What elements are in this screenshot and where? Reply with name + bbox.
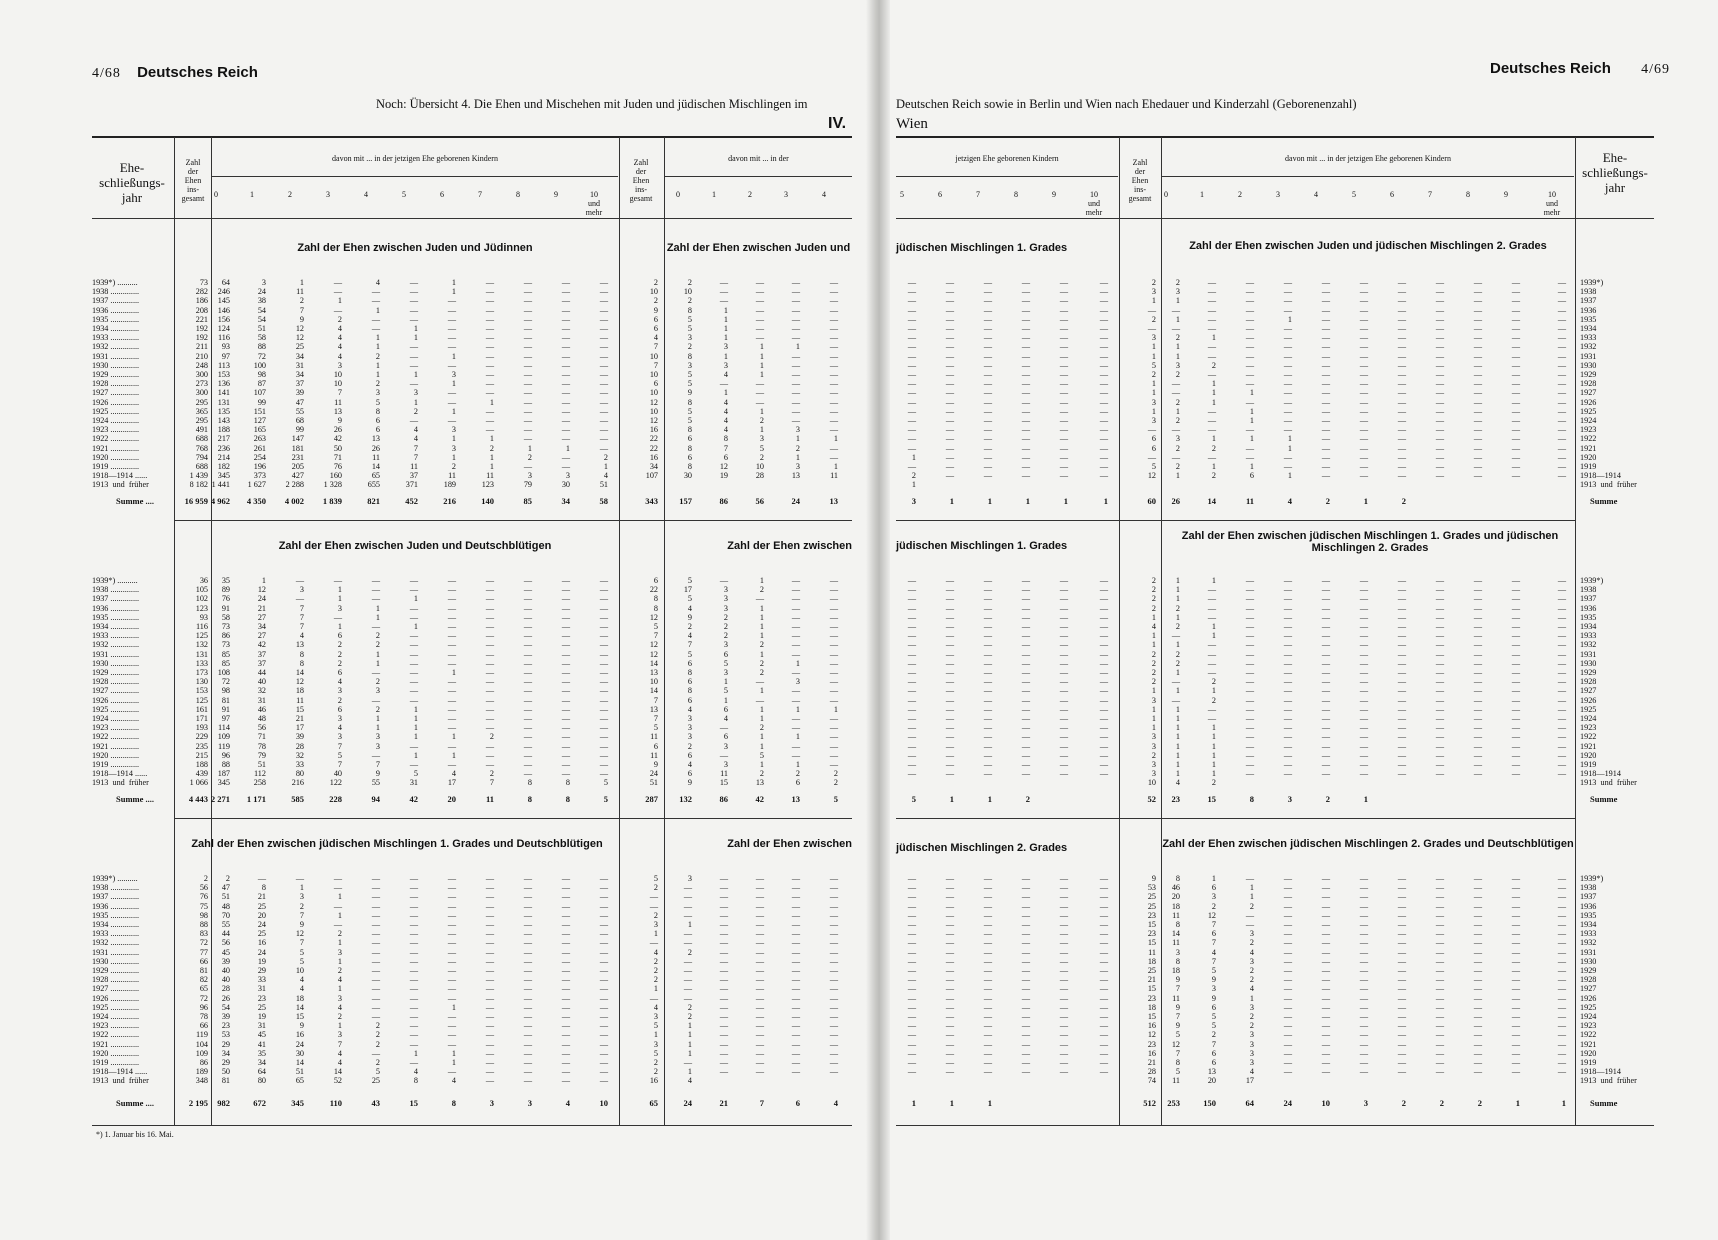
- mid-sum-value: 65: [649, 1098, 658, 1108]
- child-col-head: 10 und mehr: [1085, 190, 1103, 217]
- sum-value: 216: [443, 496, 456, 506]
- right-total-column: 9 53 25 25 23 15 23 15 11 18 25 21 15 23 18 15 16 12 23 16 21 28 74: [1147, 874, 1156, 1086]
- right-sum-value: 1: [1363, 496, 1368, 506]
- subhead-rule-rightB: [1162, 176, 1574, 177]
- child-col-head: 5: [402, 190, 406, 199]
- sum-value: 94: [371, 794, 380, 804]
- section1-title-rightA: jüdischen Mischlingen 1. Grades: [896, 242, 1068, 254]
- sum-value: 2 195: [188, 1098, 208, 1108]
- mid-child-column: — — — — — — — 1 1 1 1 — — — 1 2 1 3 5 2 10 28: [755, 278, 764, 481]
- year-labels: 1939*) .......... 1938 .............. 1937 .............. 1936 .............. 1935 .............. 1934 .............. 1933 .............. 1932 .............. 1931 .............. 1930 .............. 1929 .............. 1928 .............. 1927 .............. 1926 .............. 1925 .............. 1924 .............. 1923 .............. 1922 .............. 1921 .............. 1920 .............. 1919 .............. 1918—1914 ...... 1913 und früher: [92, 576, 149, 788]
- child-count-column: — — — — — 1 1 — — — 1 — 3 1 2 — 4 4 7 7 11 37 371: [405, 278, 418, 490]
- cont-sum-value: 1: [1063, 496, 1068, 506]
- right-sum-value: 10: [1321, 1098, 1330, 1108]
- child-col-head: 8: [1466, 190, 1470, 199]
- right-total-column: 2 3 1 — 2 — 3 1 1 5 2 1 1 3 1 3 — 6 6 — 5 12: [1147, 278, 1156, 481]
- child-count-column: 2 47 51 48 70 55 44 56 45 39 40 40 28 26 54 39 23 53 29 34 29 50 81: [221, 874, 230, 1086]
- right-sum-value: 1: [1561, 1098, 1566, 1108]
- child-count-column: — — — — — — — — — — — — — — — — — 2 — — — 2 7: [485, 576, 494, 788]
- sum-value: 8: [527, 794, 532, 804]
- child-count-column: — 1 1 3 — 1 6 2 2 2 6 4 3 2 6 3 4 3 7 5 7 40 122: [329, 576, 342, 788]
- child-col-head: 10 und mehr: [1543, 190, 1561, 217]
- mid-sum-value: 13: [791, 794, 800, 804]
- sum-value: 20: [447, 794, 456, 804]
- child-count-column: — 1 3 2 7 9 12 7 5 5 10 4 4 18 14 15 9 16 24 30 14 51 65: [295, 874, 304, 1086]
- section1-title-rightB: Zahl der Ehen zwischen Juden und jüdischen Mischlingen 2. Grades: [1189, 240, 1547, 252]
- child-count-column: — 8 21 25 20 24 25 16 24 19 29 33 31 23 25 19 31 45 41 35 34 64 80: [257, 874, 266, 1086]
- right-sum-value: 24: [1283, 1098, 1292, 1108]
- child-col-head: 8: [516, 190, 520, 199]
- bottom-rule-right: [896, 1125, 1654, 1126]
- mid-child-column: 5 17 5 4 9 2 4 7 5 6 8 6 8 6 4 3 3 3 2 6 4 6 9: [683, 576, 692, 788]
- child-count-column: — — — — — — — — — — — — — — — — — — 1 — — 3 30: [561, 278, 570, 490]
- child-col-head: 2: [748, 190, 752, 199]
- cont-child-column: — — — — — — — — — — — — — — — — — — — — — —: [945, 874, 954, 1077]
- child-col-head: 2: [288, 190, 292, 199]
- child-count-column: 1 12 24 21 27 34 27 42 37 37 44 40 32 31 46 48 56 71 78 79 51 112 258: [253, 576, 266, 788]
- sum-value: 4 443: [188, 794, 208, 804]
- child-count-column: — — — — — — — — — — — — — — 1 — — — — 1 1 — 4: [447, 874, 456, 1086]
- mid-child-column: — 3 3 3 2 2 2 3 6 5 3 1 5 1 6 4 — 6 3 — 3 11 15: [719, 576, 728, 788]
- section1-title-left: Zahl der Ehen zwischen Juden und Jüdinnen: [297, 242, 533, 254]
- section-rule-2R: [896, 818, 1576, 819]
- right-sum-value: 150: [1203, 1098, 1216, 1108]
- mid-sum-value: 86: [719, 794, 728, 804]
- right-sum-value: 2: [1401, 496, 1406, 506]
- cont-child-column: — — — — — — — — — — — — — — — — — — — 1 — 2 1: [907, 278, 916, 490]
- child-count-column: 1 11 2 7 9 12 12 25 34 31 34 37 39 47 55 68 99 147 181 231 205 427 2 288: [285, 278, 304, 490]
- mid-sum-value: 86: [719, 496, 728, 506]
- cont-child-column: — — — — — — — — — — — — — — — — — — — — — —: [1021, 576, 1030, 779]
- child-count-column: — — — — — — — — — — — — — — — — — — — — — — 8: [561, 576, 570, 788]
- right-child-column: — — — — — — — — — — — — — — — — — — — — — —: [1557, 278, 1566, 481]
- right-child-column: — — — — — — — — — — — — — — — — — — — — — —: [1473, 278, 1482, 481]
- section3-title-mid: Zahl der Ehen zwischen: [727, 838, 852, 850]
- right-child-column: — — — — 1 — — — — — — — — — — — — 1 1 — — 1: [1283, 278, 1292, 481]
- child-count-column: — — — — — — — — — — — — — — — — — — — 2 1 4 51: [599, 278, 608, 490]
- mid-sum-value: 21: [719, 1098, 728, 1108]
- cont-sum-value: 1: [987, 1098, 992, 1108]
- mid-child-column: 3 — — — — 1 — — 2 — — — — — 2 2 1 1 1 1 — 1 4: [683, 874, 692, 1086]
- child-col-head: 7: [1428, 190, 1432, 199]
- davon-header-cont: jetzigen Ehe geborenen Kindern: [955, 154, 1059, 163]
- cont-sum-value: 1: [949, 794, 954, 804]
- right-child-column: 2 3 1 — 1 — 2 1 1 3 2 — — 2 1 2 — 3 2 — 2 1: [1171, 278, 1180, 481]
- sum-value: 5: [603, 794, 608, 804]
- right-sum-value: 2: [1325, 496, 1330, 506]
- right-child-column: — 1 1 2 — — 3 2 4 3 2 2 4 1 3 2 2 3 3 3 3 4 17: [1245, 874, 1254, 1086]
- right-child-column: 1 1 1 2 1 2 — 1 2 2 1 — 1 — 1 1 1 1 1 1 1 1 4: [1171, 576, 1180, 788]
- sum-value: 4: [565, 1098, 570, 1108]
- sum-value: 982: [217, 1098, 230, 1108]
- sum-value: 110: [329, 1098, 342, 1108]
- child-col-head: 10 und mehr: [585, 190, 603, 217]
- bottom-rule-left: [92, 1125, 852, 1126]
- right-child-column: — — — — — — — — — — — — — — — — — — — — — —: [1511, 576, 1520, 779]
- right-child-column: — — — — — — — — — — — — — — — — — — — — — —: [1511, 874, 1520, 1077]
- section3-title-rightB: Zahl der Ehen zwischen jüdischen Mischlingen 2. Grades und Deutschblütigen: [1162, 838, 1574, 850]
- right-sum-value: 3: [1363, 1098, 1368, 1108]
- section2-title-rightB: Zahl der Ehen zwischen jüdischen Mischlingen 1. Grades und jüdischen Mischlingen 2. Grades: [1181, 530, 1559, 554]
- cont-sum-value: 5: [911, 794, 916, 804]
- caption-left: Noch: Übersicht 4. Die Ehen und Mischehen mit Juden und jüdischen Mischlingen im: [376, 97, 808, 111]
- cont-child-column: — — — — — — — — — — — — — — — — — — — — — —: [1099, 874, 1108, 1077]
- cont-sum-value: 1: [1025, 496, 1030, 506]
- sum-value: 1 171: [246, 794, 266, 804]
- cont-child-column: — — — — — — — — — — — — — — — — — — — — — —: [945, 576, 954, 779]
- section2-title-left: Zahl der Ehen zwischen Juden und Deutschblütigen: [278, 540, 552, 552]
- child-count-column: 1 1 — — — — — — 1 — 3 1 — — 1 — 3 1 3 1 2 11 189: [443, 278, 456, 490]
- right-sum-value: 2: [1401, 1098, 1406, 1108]
- child-col-head: 4: [1314, 190, 1318, 199]
- summe-label-right: Summe: [1590, 1098, 1618, 1108]
- top-rule-left: [92, 136, 852, 138]
- child-count-column: 64 246 145 146 156 124 116 93 97 113 153 136 141 131 135 143 188 217 236 214 182 345 1 441: [211, 278, 230, 490]
- child-col-head: 3: [784, 190, 788, 199]
- child-count-column: — — — — — — — — — — 1 — — — — — — 1 — 1 — 4 17: [447, 576, 456, 788]
- year-labels-right: 1939*) 1938 1937 1936 1935 1934 1933 1932 1931 1930 1929 1928 1927 1926 1925 1924 1923 1922 1921 1920 1919 1918—1914 1913 und früher: [1580, 874, 1637, 1086]
- mid-sum-value: 5: [833, 794, 838, 804]
- cont-child-column: — — — — — — — — — — — — — — — — — — — — — —: [1099, 278, 1108, 481]
- mid-child-column: 2 10 2 8 5 5 3 2 8 3 5 5 9 8 5 5 8 6 8 6 8 30: [683, 278, 692, 481]
- cont-child-column: — — — — — — — — — — — — — — — — — — — — — —: [983, 874, 992, 1077]
- child-col-head: 0: [1164, 190, 1168, 199]
- top-rule-right: [896, 136, 1654, 138]
- right-sum-value: 64: [1245, 1098, 1254, 1108]
- section-rule-1L: [174, 520, 852, 521]
- child-count-column: — — — — — — — — — — — — — 1 — — — 1 2 1 1 11 123: [481, 278, 494, 490]
- mid-child-column: 1 2 — 1 1 1 1 2 1 2 2 — 1 — 1 1 2 1 1 5 1 2 13: [755, 576, 764, 788]
- subhead-rule-mid: [665, 176, 852, 177]
- right-sum-value: 23: [1171, 794, 1180, 804]
- mid-sum-value: 24: [791, 496, 800, 506]
- mid-sum-value: 7: [759, 1098, 764, 1108]
- cont-child-column: — — — — — — — — — — — — — — — — — — — — — —: [907, 874, 916, 1077]
- sum-value: 821: [367, 496, 380, 506]
- right-page-header: [1490, 60, 1670, 78]
- head-rule-left: [92, 218, 852, 219]
- child-col-head: 6: [440, 190, 444, 199]
- davon-header-left: davon mit ... in der jetzigen Ehe geborenen Kindern: [332, 154, 498, 163]
- cont-sum-value: 3: [911, 496, 916, 506]
- section-rule-1R: [896, 520, 1576, 521]
- right-child-column: 1 — — — — 1 1 — — — — 2 1 2 — — 1 1 1 1 1 1 2: [1207, 576, 1216, 788]
- right-child-column: — — — — — — — — — — — — — — — — — — — — — —: [1557, 874, 1566, 1077]
- right-sum-value: 3: [1287, 794, 1292, 804]
- mid-sum-value: 42: [755, 794, 764, 804]
- cont-sum-value: 1: [911, 1098, 916, 1108]
- year-labels: 1939*) .......... 1938 .............. 1937 .............. 1936 .............. 1935 .............. 1934 .............. 1933 .............. 1932 .............. 1931 .............. 1930 .............. 1929 .............. 1928 .............. 1927 .............. 1926 .............. 1925 .............. 1924 .............. 1923 .............. 1922 .............. 1921 .............. 1920 .............. 1919 .............. 1918—1914 ...... 1913 und früher: [92, 874, 149, 1086]
- mid-child-column: — — — — — — — — — — — — — — — — — 1 — — 1 11: [829, 278, 838, 481]
- total-col-header: Zahl der Ehen ins- gesamt: [181, 158, 205, 203]
- right-page-number: 4/69: [1641, 62, 1670, 77]
- summe-label: Summe ....: [116, 794, 155, 804]
- mid-sum-value: 132: [679, 794, 692, 804]
- child-col-head: 6: [1390, 190, 1394, 199]
- sum-value: 672: [253, 1098, 266, 1108]
- sum-value: 2 271: [210, 794, 230, 804]
- right-sum-value: 2: [1439, 1098, 1444, 1108]
- right-child-column: — — — — — — 1 — — 2 — 1 1 1 — — — 1 2 — 1 2: [1207, 278, 1216, 481]
- child-count-column: — — — — — — — — — — — — — — — — — — — 1 — 4 8: [409, 874, 418, 1086]
- mid-sum-value: 6: [795, 1098, 800, 1108]
- child-col-head: 9: [1504, 190, 1508, 199]
- summe-label-right: Summe: [1590, 496, 1618, 506]
- caption-right: Deutschen Reich sowie in Berlin und Wien nach Ehedauer und Kinderzahl (Geborenenzahl): [896, 97, 1357, 111]
- mid-child-column: — — — — — — — 1 — — — — — — — — 3 1 2 1 3 13: [791, 278, 800, 481]
- section2-title-rightA: jüdischen Mischlingen 1. Grades: [896, 540, 1068, 552]
- right-child-column: — — — — — — — — — — — — — — — — — — — — — —: [1473, 874, 1482, 1077]
- right-child-column: — — — — — — — — — — — — — — — — — — — — — —: [1283, 576, 1292, 779]
- child-count-column: — — — — — — — — — — — — — — — — — — — — — — 8: [523, 576, 532, 788]
- cont-child-column: — — — — — — — — — — — — — — — — — — — — — —: [1021, 278, 1030, 481]
- mid-child-column: — — — — — — — — — — — — — — 1 — — — — — — 2 2: [829, 576, 838, 788]
- child-col-head: 0: [676, 190, 680, 199]
- sum-value: 8: [565, 794, 570, 804]
- child-col-head: 9: [554, 190, 558, 199]
- sum-value: 34: [561, 496, 570, 506]
- child-col-head: 4: [364, 190, 368, 199]
- sum-value: 11: [485, 794, 494, 804]
- right-child-column: — — — — — — — — — — — — — — — — — — — — — —: [1321, 278, 1330, 481]
- right-sum-value: 14: [1207, 496, 1216, 506]
- mid-sum-value: 13: [829, 496, 838, 506]
- child-col-head: 7: [478, 190, 482, 199]
- sum-value: 1 839: [322, 496, 342, 506]
- right-child-column: — — — — — — — — — — — — — — — — — — — — — —: [1359, 576, 1368, 779]
- section-rule-2L: [174, 818, 852, 819]
- mid-sum-value: 4: [833, 1098, 838, 1108]
- sum-value: 85: [523, 496, 532, 506]
- cont-child-column: — — — — — — — — — — — — — — — — — — — — — —: [1059, 576, 1068, 779]
- total-column: 36 105 102 123 93 116 125 132 131 133 173 130 153 125 161 171 193 229 235 215 188 439 1 066: [189, 576, 208, 788]
- summe-label-right: Summe: [1590, 794, 1618, 804]
- section3-title-left: Zahl der Ehen zwischen jüdischen Mischlingen 1. Grades und Deutschblütigen: [191, 838, 603, 850]
- sum-value: 228: [329, 794, 342, 804]
- child-col-head: 5: [900, 190, 904, 199]
- right-child-column: — — — — — — — — — — — — — — — — — — — — — —: [1435, 576, 1444, 779]
- sum-value: 4 350: [246, 496, 266, 506]
- right-child-column: — — — — — — — — — — — — 1 — 1 1 — 1 — — 1 6: [1245, 278, 1254, 481]
- mid-sum-value: 343: [645, 496, 658, 506]
- right-sum-value: 253: [1167, 1098, 1180, 1108]
- section2-title-mid: Zahl der Ehen zwischen: [727, 540, 852, 552]
- left-page-title: Deutsches Reich: [137, 64, 258, 81]
- sum-value: 3: [489, 1098, 494, 1108]
- section3-title-rightA: jüdischen Mischlingen 2. Grades: [896, 842, 1068, 854]
- right-child-column: — — — — — — — — — — — — — — — — — — — — — —: [1435, 278, 1444, 481]
- right-sum-value: 2: [1325, 794, 1330, 804]
- child-col-head: 8: [1014, 190, 1018, 199]
- mid-child-column: — — — — — — — — — — — — — — — — — — — — — —: [829, 874, 838, 1077]
- mid-total-column: 2 10 2 9 6 6 4 7 10 7 10 6 10 12 10 12 16 22 22 16 34 107: [645, 278, 658, 481]
- right-child-column: 1 6 3 2 12 7 6 7 4 7 5 9 3 9 6 5 5 2 7 6 6 13 20: [1207, 874, 1216, 1086]
- right-child-column: — — — — — — — — — — — — — — — — — — — — — —: [1359, 278, 1368, 481]
- cont-child-column: — — — — — — — — — — — — — — — — — — — — — —: [945, 278, 954, 481]
- mid-sum-value: 24: [683, 1098, 692, 1108]
- child-count-column: — — 1 — — 1 — — — — — — — — 1 1 1 1 — 1 — 5 31: [409, 576, 418, 788]
- right-total-column: 2 2 2 2 1 4 1 1 2 2 2 2 1 3 1 1 1 3 3 2 3 3 10: [1147, 576, 1156, 788]
- sum-value: 452: [405, 496, 418, 506]
- mid-total-column: 5 2 — — 2 3 1 — 4 2 2 2 1 — 4 3 5 1 3 5 2 2 16: [649, 874, 658, 1086]
- cont-sum-value: 1: [949, 496, 954, 506]
- mid-child-column: — — — 1 1 1 1 3 1 3 4 — 1 4 4 4 4 8 7 6 12 19: [719, 278, 728, 481]
- right-sum-value: 1: [1515, 1098, 1520, 1108]
- sum-value: 15: [409, 1098, 418, 1108]
- child-col-head: 1: [250, 190, 254, 199]
- year-labels-right: 1939*) 1938 1937 1936 1935 1934 1933 1932 1931 1930 1929 1928 1927 1926 1925 1924 1923 1922 1921 1920 1919 1918—1914 1913 und früher: [1580, 576, 1637, 788]
- sum-value: 3: [527, 1098, 532, 1108]
- child-count-column: — — — — — — — — — — — — — — — — — — — — — — —: [561, 874, 570, 1086]
- footnote: *) 1. Januar bis 16. Mai.: [96, 1130, 174, 1139]
- left-page-header: [92, 64, 258, 82]
- child-count-column: — — — — — — — — — — — — — — — — — — 1 2 — 3 79: [523, 278, 532, 490]
- sum-value: 585: [291, 794, 304, 804]
- sum-value: 58: [599, 496, 608, 506]
- right-child-column: — — — — — — — — — — — — — — — — — — — — — —: [1397, 278, 1406, 481]
- subhead-rule-left: [212, 176, 618, 177]
- right-child-column: — — — — — — — — — — — — — — — — — — — — — —: [1283, 874, 1292, 1077]
- child-count-column: — — — — — — — — — — — — — — — — — — — — — — 5: [599, 576, 608, 788]
- right-child-column: — — — — — — — — — — — — — — — — — — — — — —: [1359, 874, 1368, 1077]
- right-sum-value: 15: [1207, 794, 1216, 804]
- child-col-head: 6: [938, 190, 942, 199]
- child-col-head: 9: [1052, 190, 1056, 199]
- mid-total-column: 6 22 8 8 12 5 7 12 12 14 13 10 14 7 13 7 5 11 6 11 9 24 51: [649, 576, 658, 788]
- sum-value: 43: [371, 1098, 380, 1108]
- child-count-column: — 3 — 7 7 7 4 13 8 8 14 12 18 11 15 21 17 39 28 32 33 80 216: [291, 576, 304, 788]
- cont-child-column: — — — — — — — — — — — — — — — — — — — — — —: [983, 576, 992, 779]
- child-count-column: — — — 1 1 — 2 2 1 1 — 2 3 — 2 1 1 3 3 — 7 9 55: [371, 576, 380, 788]
- child-count-column: — — 1 — 2 4 4 4 4 3 10 10 7 11 13 9 26 42 50 71 76 160 1 328: [323, 278, 342, 490]
- child-count-column: — — — — — — — — — — — — — — — — — — — — — — —: [599, 874, 608, 1086]
- mid-child-column: — — — — — — — — — 1 — 3 — — 1 — — 1 — — 1 2 6: [791, 576, 800, 788]
- head-rule-right: [896, 218, 1654, 219]
- mid-sum-value: 56: [755, 496, 764, 506]
- year-labels-right: 1939*) 1938 1937 1936 1935 1934 1933 1932 1931 1930 1929 1928 1927 1926 1925 1924 1923 1922 1921 1920 1919 1918—1914 1913 und früher: [1580, 278, 1637, 490]
- child-col-head: 0: [214, 190, 218, 199]
- right-sum-value: 11: [1245, 496, 1254, 506]
- sum-value: 140: [481, 496, 494, 506]
- child-col-head: 5: [1352, 190, 1356, 199]
- caption-part-wien: Wien: [896, 116, 928, 132]
- child-col-head: 3: [326, 190, 330, 199]
- child-col-head: 4: [822, 190, 826, 199]
- right-sum-value: 26: [1171, 496, 1180, 506]
- cont-child-column: — — — — — — — — — — — — — — — — — — — — — —: [983, 278, 992, 481]
- caption-part-iv: IV.: [828, 115, 847, 132]
- child-col-head: 2: [1238, 190, 1242, 199]
- mid-child-column: — — — — — — — — — — — — — — — — — — — — — —: [755, 874, 764, 1077]
- cont-child-column: — — — — — — — — — — — — — — — — — — — — — —: [907, 576, 916, 779]
- davon-header-right: davon mit ... in der jetzigen Ehe geborenen Kindern: [1285, 154, 1451, 163]
- total-column: 2 56 76 75 98 88 83 72 77 66 81 82 65 72 96 78 66 119 104 109 86 189 348: [195, 874, 208, 1086]
- total-column: 73 282 186 208 221 192 192 211 210 248 300 273 300 295 365 295 491 688 768 794 688 1 439 8 182: [189, 278, 208, 490]
- cont-child-column: — — — — — — — — — — — — — — — — — — — — — —: [1059, 874, 1068, 1077]
- mid-sum-value: 287: [645, 794, 658, 804]
- sum-value: 16 959: [184, 496, 208, 506]
- right-sum-value: 4: [1287, 496, 1292, 506]
- right-child-column: — — — — — — — — — — — — — — — — — — — — — —: [1397, 576, 1406, 779]
- cont-sum-value: 1: [949, 1098, 954, 1108]
- mid-child-column: — — — — — — — — — — — — — — — — — — — — — —: [791, 874, 800, 1077]
- year-labels: 1939*) .......... 1938 .............. 1937 .............. 1936 .............. 1935 .............. 1934 .............. 1933 .............. 1932 .............. 1931 .............. 1930 .............. 1929 .............. 1928 .............. 1927 .............. 1926 .............. 1925 .............. 1924 .............. 1923 .............. 1922 .............. 1921 .............. 1920 .............. 1919 .............. 1918—1914 ...... 1913 und früher: [92, 278, 149, 490]
- summe-label: Summe ....: [116, 496, 155, 506]
- vline-right-year: [1575, 137, 1576, 1125]
- davon-header-mid: davon mit ... in der: [728, 154, 789, 163]
- summe-label: Summe ....: [116, 1098, 155, 1108]
- child-col-head: 1: [1200, 190, 1204, 199]
- sum-value: 4 002: [284, 496, 304, 506]
- year-col-header: Ehe- schließungs- jahr: [99, 160, 165, 205]
- right-child-column: — — — — — — — — — — — — — — — — — — — — — —: [1511, 278, 1520, 481]
- sum-value: 8: [451, 1098, 456, 1108]
- right-child-column: 8 46 20 18 11 8 14 11 3 8 18 9 7 11 9 7 9 5 12 7 8 5 11: [1171, 874, 1180, 1086]
- mid-child-column: — — — — — — — — — — — — — — — — — — — — — —: [719, 874, 728, 1077]
- cont-sum-value: 1: [987, 496, 992, 506]
- child-col-head: 7: [976, 190, 980, 199]
- child-col-head: 3: [1276, 190, 1280, 199]
- left-page-number: 4/68: [92, 66, 121, 81]
- sum-value: 345: [291, 1098, 304, 1108]
- cont-sum-value: 1: [1103, 496, 1108, 506]
- right-child-column: — — — — — — — — — — — — — — — — — — — — — —: [1321, 576, 1330, 779]
- subhead-rule-rightA: [896, 176, 1118, 177]
- mid-sum-value: 157: [679, 496, 692, 506]
- cont-sum-value: 2: [1025, 794, 1030, 804]
- right-sum-value: 52: [1147, 794, 1156, 804]
- right-child-column: — — — — — — — — — — — — — — — — — — — — — —: [1321, 874, 1330, 1077]
- child-count-column: — — — — — — — — — — — — — — — — — — — — — — —: [485, 874, 494, 1086]
- sum-value: 10: [599, 1098, 608, 1108]
- total-col-header-mid: Zahl der Ehen ins- gesamt: [629, 158, 653, 203]
- child-col-head: 1: [712, 190, 716, 199]
- cont-child-column: — — — — — — — — — — — — — — — — — — — — — —: [1099, 576, 1108, 779]
- cont-child-column: — — — — — — — — — — — — — — — — — — — — — —: [1059, 278, 1068, 481]
- sum-value: 4 962: [210, 496, 230, 506]
- section1-title-mid: Zahl der Ehen zwischen Juden und: [666, 242, 851, 254]
- right-child-column: — — — — — — — — — — — — — — — — — — — — — —: [1473, 576, 1482, 779]
- right-sum-value: 8: [1249, 794, 1254, 804]
- cont-sum-value: 1: [987, 794, 992, 804]
- child-count-column: 4 — — 1 — — 1 1 2 1 1 2 3 5 8 6 6 13 26 11 14 65 655: [367, 278, 380, 490]
- year-col-header-right: Ehe- schließungs- jahr: [1582, 150, 1648, 195]
- right-sum-value: 1: [1363, 794, 1368, 804]
- right-sum-value: 512: [1143, 1098, 1156, 1108]
- total-col-header-right: Zahl der Ehen ins- gesamt: [1128, 158, 1152, 203]
- right-child-column: — — — — — — — — — — — — — — — — — — — — — —: [1245, 576, 1254, 779]
- right-child-column: — — — — — — — — — — — — — — — — — — — — — —: [1557, 576, 1566, 779]
- right-child-column: — — — — — — — — — — — — — — — — — — — — — —: [1397, 874, 1406, 1077]
- right-child-column: — — — — — — — — — — — — — — — — — — — — — —: [1435, 874, 1444, 1077]
- child-count-column: — — — — — — — — — — — — — — — — 2 2 2 — 2 5 25: [371, 874, 380, 1086]
- child-count-column: 35 89 76 91 58 73 86 73 85 85 108 72 98 81 91 97 114 109 119 96 88 187 345: [217, 576, 230, 788]
- right-sum-value: 2: [1477, 1098, 1482, 1108]
- right-sum-value: 60: [1147, 496, 1156, 506]
- child-count-column: — — — — — — — — — — — — — — — — — — — — — — —: [523, 874, 532, 1086]
- right-page-title: Deutsches Reich: [1490, 60, 1611, 77]
- cont-child-column: — — — — — — — — — — — — — — — — — — — — — —: [1021, 874, 1030, 1077]
- child-count-column: — — 1 — 1 — 2 1 3 1 2 4 1 3 4 2 1 3 7 4 4 14 52: [333, 874, 342, 1086]
- sum-value: 42: [409, 794, 418, 804]
- child-count-column: 3 24 38 54 54 51 58 88 72 100 98 87 107 99 151 127 165 263 261 254 196 373 1 627: [247, 278, 266, 490]
